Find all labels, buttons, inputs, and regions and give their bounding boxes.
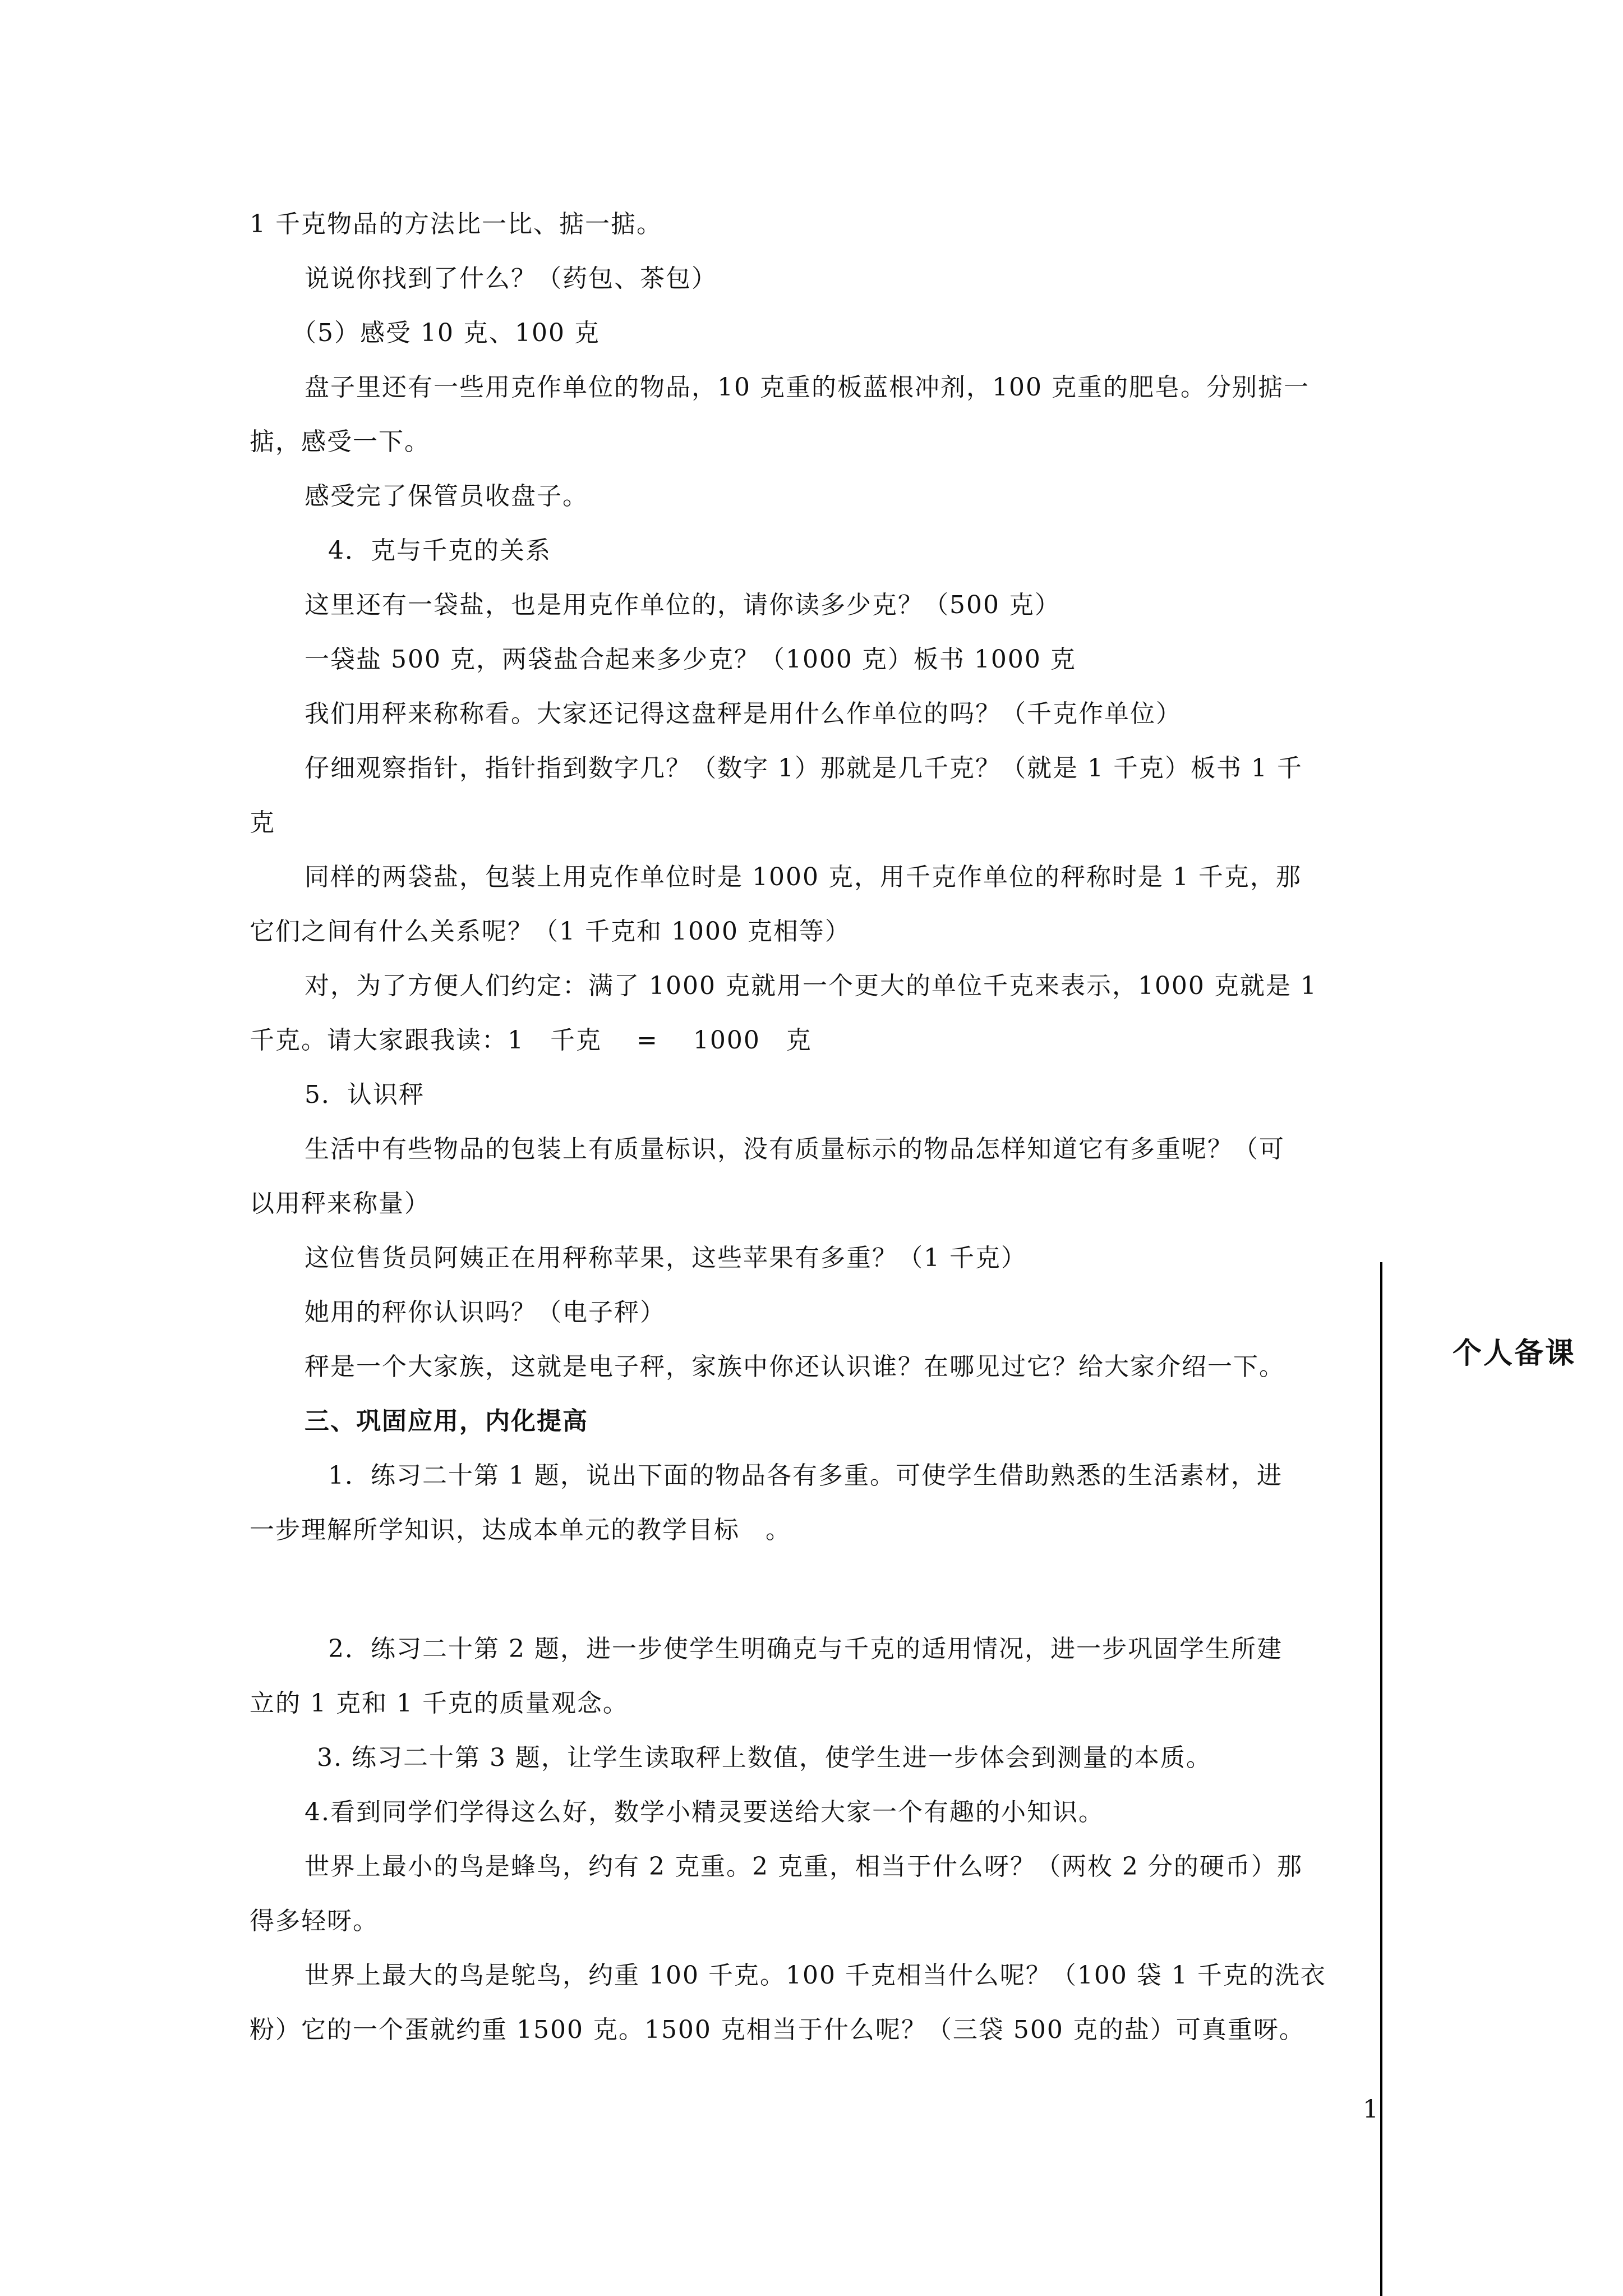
text-line: 这里还有一袋盐，也是用克作单位的，请你读多少克？（500 克） <box>305 591 1061 619</box>
text-line: 以用秤来称量） <box>250 1189 430 1218</box>
text-line: 我们用秤来称称看。大家还记得这盘秤是用什么作单位的吗？（千克作单位） <box>305 700 1182 728</box>
text-line: 秤是一个大家族，这就是电子秤，家族中你还认识谁？在哪见过它？给大家介绍一下。 <box>305 1352 1285 1381</box>
text-line: 盘子里还有一些用克作单位的物品，10 克重的板蓝根冲剂，100 克重的肥皂。分别掂一 <box>305 373 1310 402</box>
text-line: 2．练习二十第 2 题，进一步使学生明确克与千克的适用情况，进一步巩固学生所建 <box>328 1635 1283 1663</box>
text-line: 4.看到同学们学得这么好，数学小精灵要送给大家一个有趣的小知识。 <box>305 1798 1104 1826</box>
text-line: 立的 1 克和 1 千克的质量观念。 <box>250 1689 629 1718</box>
text-line: 这位售货员阿姨正在用秤称苹果，这些苹果有多重？（1 千克） <box>305 1244 1027 1272</box>
text-line: 1．练习二十第 1 题，说出下面的物品各有多重。可使学生借助熟悉的生活素材，进 <box>328 1461 1283 1490</box>
section-heading: 三、巩固应用，内化提高 <box>305 1407 588 1435</box>
page-number: 1 <box>1363 2095 1378 2124</box>
section-heading: 5．认识秤 <box>305 1080 425 1109</box>
section-heading: 4．克与千克的关系 <box>328 536 551 565</box>
text-line: 得多轻呀。 <box>250 1907 379 1935</box>
text-line: 掂，感受一下。 <box>250 427 430 456</box>
text-line: 一袋盐 500 克，两袋盐合起来多少克？（1000 克）板书 1000 克 <box>305 645 1076 674</box>
text-line: 仔细观察指针，指针指到数字几？（数字 1）那就是几千克？（就是 1 千克）板书 1 千 <box>305 754 1303 783</box>
text-line: 感受完了保管员收盘子。 <box>305 482 588 510</box>
text-line: 克 <box>250 808 275 837</box>
sidebar-divider <box>1380 1262 1382 2296</box>
text-line: 说说你找到了什么？（药包、茶包） <box>305 264 717 293</box>
text-line: 千克。请大家跟我读：1 千克 = 1000 克 <box>250 1026 812 1055</box>
text-line: 世界上最大的鸟是鸵鸟，约重 100 千克。100 千克相当什么呢？（100 袋 1 千克的洗衣 <box>305 1961 1326 1990</box>
text-line: 她用的秤你认识吗？（电子秤） <box>305 1298 666 1327</box>
text-line: （5）感受 10 克、100 克 <box>292 319 600 347</box>
text-line: 3. 练习二十第 3 题，让学生读取秤上数值，使学生进一步体会到测量的本质。 <box>317 1743 1212 1772</box>
text-line: 1 千克物品的方法比一比、掂一掂。 <box>250 210 662 238</box>
text-line: 世界上最小的鸟是蜂鸟，约有 2 克重。2 克重，相当于什么呀？（两枚 2 分的硬币）那 <box>305 1852 1303 1881</box>
text-line: 生活中有些物品的包装上有质量标识，没有质量标示的物品怎样知道它有多重呢？（可 <box>305 1135 1285 1163</box>
text-line: 对，为了方便人们约定：满了 1000 克就用一个更大的单位千克来表示，1000 克就是 1 <box>305 972 1317 1000</box>
sidebar-title: 个人备课 <box>1453 1337 1576 1370</box>
text-line: 一步理解所学知识，达成本单元的教学目标 。 <box>250 1516 791 1544</box>
text-line: 它们之间有什么关系呢？（1 千克和 1000 克相等） <box>250 917 851 946</box>
text-line: 粉）它的一个蛋就约重 1500 克。1500 克相当于什么呢？（三袋 500 克的盐）可真重呀。 <box>250 2016 1305 2044</box>
text-line: 同样的两袋盐，包装上用克作单位时是 1000 克，用千克作单位的秤称时是 1 千克，那 <box>305 863 1302 891</box>
